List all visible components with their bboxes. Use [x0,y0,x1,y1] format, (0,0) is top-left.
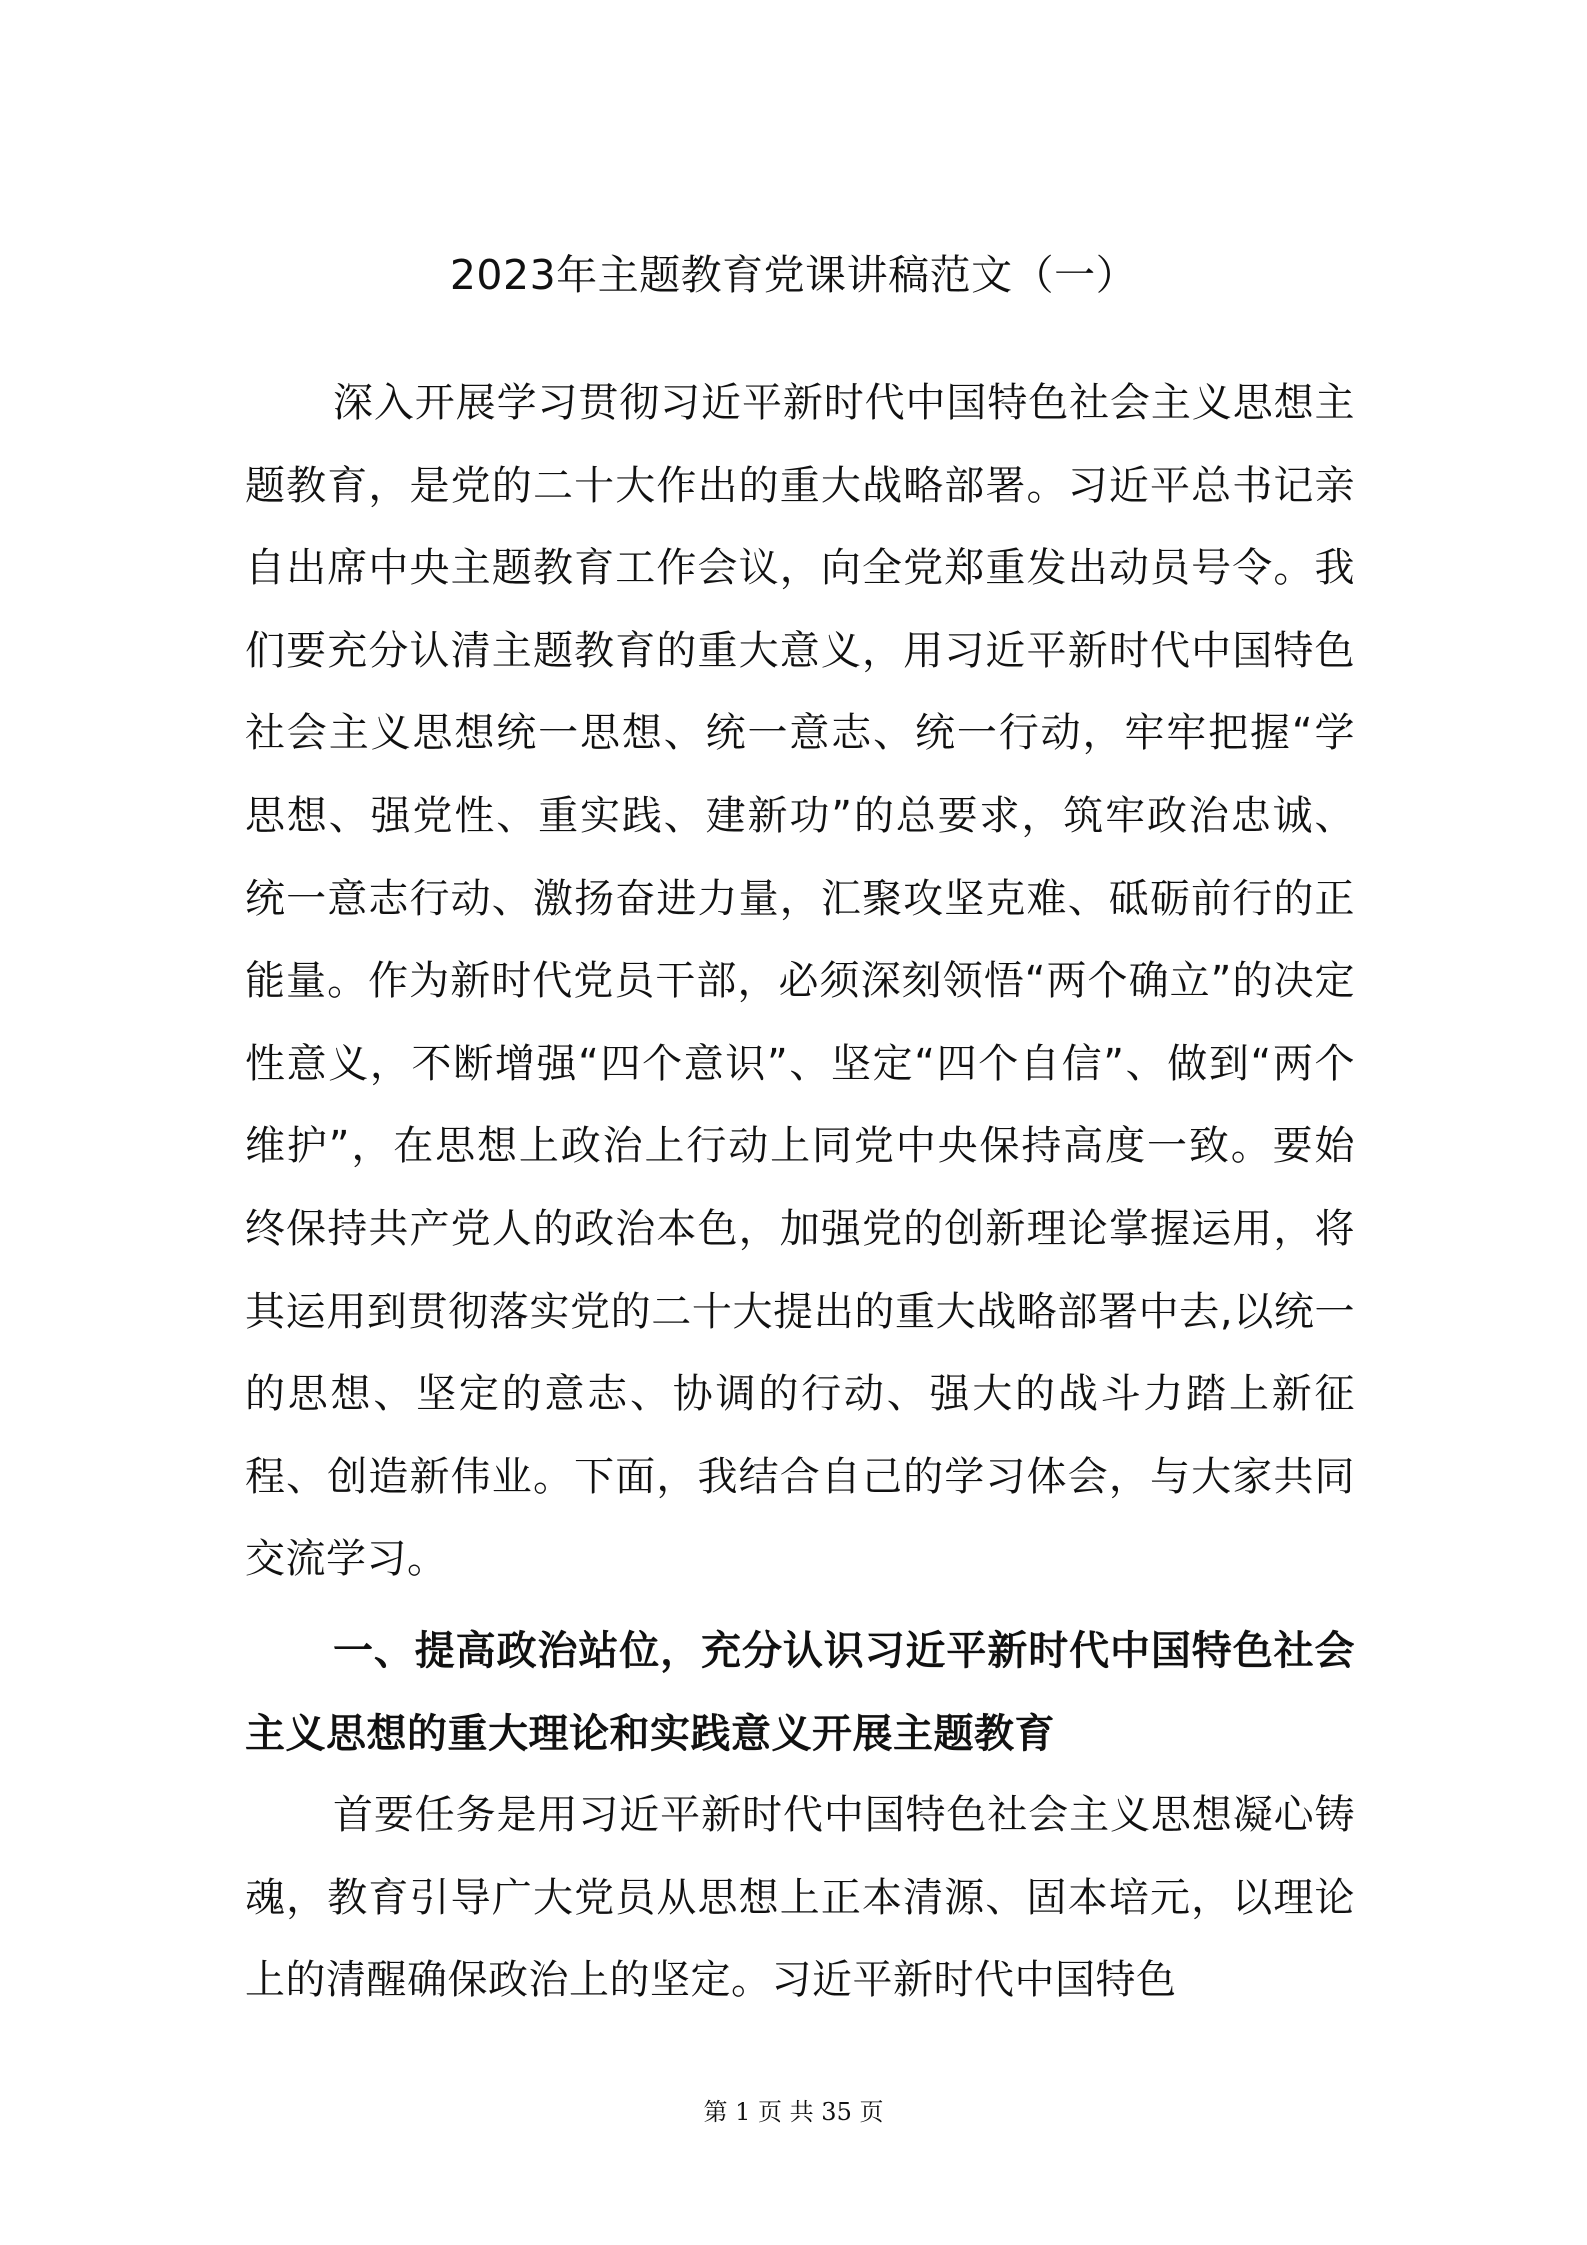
document-title: 2023年主题教育党课讲稿范文（一） [449,251,1138,299]
page-footer: 第 1 页 共 35 页 [703,2098,884,2126]
paragraph-section-1: 首要任务是用习近平新时代中国特色社会主义思想凝心铸魂，教育引导广大党员从思想上正本清源、固本培元，以理论上的清醒确保政治上的坚定。习近平新时代中国特色 [245,1792,1355,2004]
paragraph-intro: 深入开展学习贯彻习近平新时代中国特色社会主义思想主题教育，是党的二十大作出的重大战略部署。习近平总书记亲自出席中央主题教育工作会议，向全党郑重发出动员号令。我们要充分认清主题教育的重大意义，用习近平新时代中国特色社会主义思想统一思想、统一意志、统一行动，牢牢把握“学思想、强党性、重实践、建新功”的总要求，筑牢政治忠诚、统一意志行动、激扬奋进力量，汇聚攻坚克难、砥砺前行的正能量。作为新时代党员干部，必须深刻领悟“两个确立”的决定性意义，不断增强“四个意识”、坚定“四个自信”、做到“两个维护”，在思想上政治上行动上同党中央保持高度一致。要始终保持共产党人的政治本色，加强党的创新理论掌握运用，将其运用到贯彻落实党的二十大提出的重大战略部署中去,以统一的思想、坚定的意志、协调的行动、强大的战斗力踏上新征程、创造新伟业。下面，我结合自己的学习体会，与大家共同交流学习。 [245,380,1355,1583]
section-heading-1: 一、提高政治站位，充分认识习近平新时代中国特色社会主义思想的重大理论和实践意义开展主题教育 [245,1628,1355,1757]
